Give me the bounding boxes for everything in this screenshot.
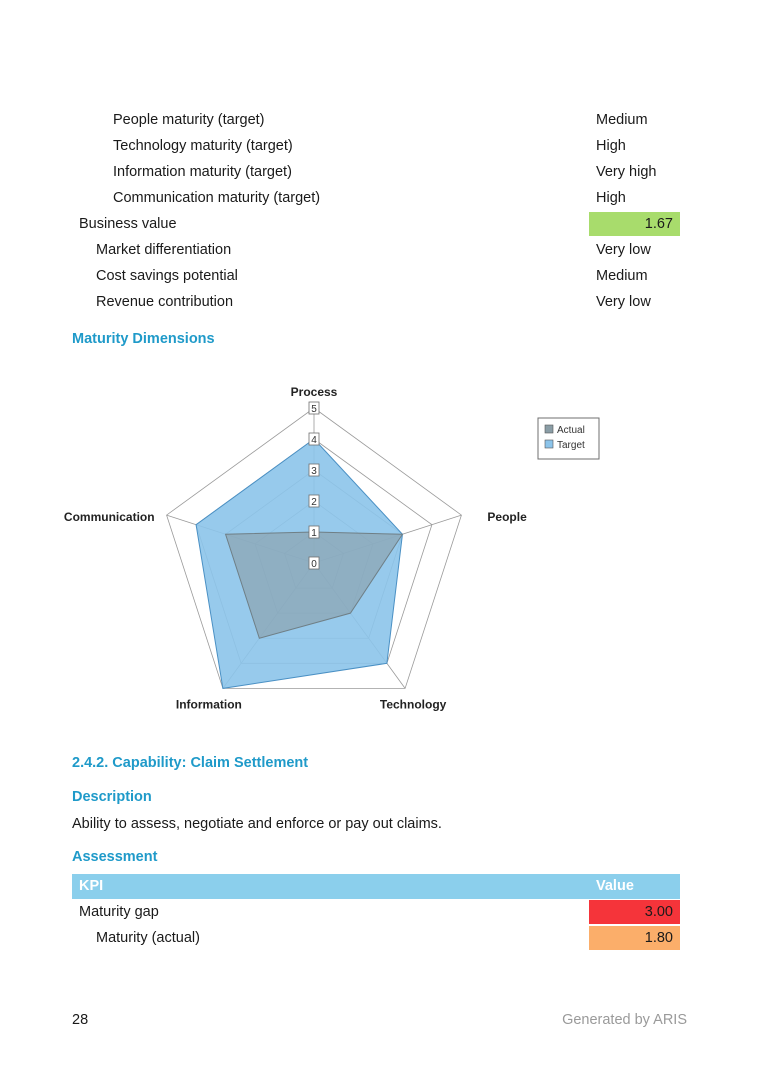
kpi-row-label: Maturity (actual) xyxy=(96,930,200,946)
section-title: 2.4.2. Capability: Claim Settlement xyxy=(72,755,309,771)
tick-label xyxy=(309,402,319,415)
row-people-maturity-target xyxy=(72,107,680,133)
tick-label xyxy=(309,495,319,508)
row-value: High xyxy=(596,190,626,206)
maturity-actual-value: 1.80 xyxy=(589,926,680,950)
value-header-label: Value xyxy=(596,878,634,894)
row-value: Medium xyxy=(596,268,648,284)
maturity-dimensions-heading: Maturity Dimensions xyxy=(72,331,215,347)
row-revenue-contribution xyxy=(72,289,680,315)
axis-label-technology: Technology xyxy=(379,697,447,712)
row-value: High xyxy=(596,138,626,154)
row-value: Medium xyxy=(596,112,648,128)
row-communication-maturity-target xyxy=(72,185,680,211)
svg-text:2: 2 xyxy=(311,497,317,508)
row-cost-savings-potential xyxy=(72,263,680,289)
row-value: Very low xyxy=(596,294,651,310)
svg-text:3: 3 xyxy=(311,466,317,477)
row-technology-maturity-target xyxy=(72,133,680,159)
page-number: 28 xyxy=(72,1012,89,1028)
description-text: Ability to assess, negotiate and enforce or pay out claims. xyxy=(72,816,442,832)
svg-text:Target: Target xyxy=(557,440,585,451)
svg-text:1: 1 xyxy=(311,528,317,539)
svg-text:Actual: Actual xyxy=(557,425,585,436)
row-label: Technology maturity (target) xyxy=(113,138,293,154)
row-information-maturity-target xyxy=(72,159,680,185)
assessment-heading: Assessment xyxy=(72,849,158,865)
axis-label-process: Process xyxy=(290,386,338,399)
tick-label xyxy=(309,526,319,539)
row-label: Market differentiation xyxy=(96,242,232,258)
row-label: Revenue contribution xyxy=(96,294,234,310)
row-label: Communication maturity (target) xyxy=(113,190,321,206)
tick-label xyxy=(309,557,319,570)
row-business-value xyxy=(72,211,680,237)
row-label: Information maturity (target) xyxy=(113,164,292,180)
row-market-differentiation xyxy=(72,237,680,263)
kpi-row-maturity-gap xyxy=(72,899,680,925)
axis-label-communication: Communication xyxy=(63,510,155,525)
kpi-table-header xyxy=(72,874,680,899)
chart-legend xyxy=(538,418,599,459)
axis-label-people: People xyxy=(487,510,527,525)
svg-text:4: 4 xyxy=(311,435,317,446)
kpi-row-maturity-actual xyxy=(72,925,680,951)
maturity-radar-chart xyxy=(60,386,620,716)
row-value: Very low xyxy=(596,242,651,258)
tick-label xyxy=(309,433,319,446)
row-label: Business value xyxy=(79,216,177,232)
description-heading: Description xyxy=(72,789,152,805)
generated-by: Generated by ARIS xyxy=(562,1012,687,1028)
row-label: People maturity (target) xyxy=(113,112,265,128)
kpi-header-label: KPI xyxy=(79,878,104,894)
svg-text:5: 5 xyxy=(311,404,317,415)
tick-label xyxy=(309,464,319,477)
radar-series xyxy=(196,439,402,688)
maturity-gap-value: 3.00 xyxy=(589,900,680,924)
axis-label-information: Information xyxy=(175,697,242,712)
kpi-row-label: Maturity gap xyxy=(79,904,159,920)
row-label: Cost savings potential xyxy=(96,268,238,284)
business-value-cell: 1.67 xyxy=(589,212,680,236)
svg-text:0: 0 xyxy=(311,559,317,570)
row-value: Very high xyxy=(596,164,657,180)
